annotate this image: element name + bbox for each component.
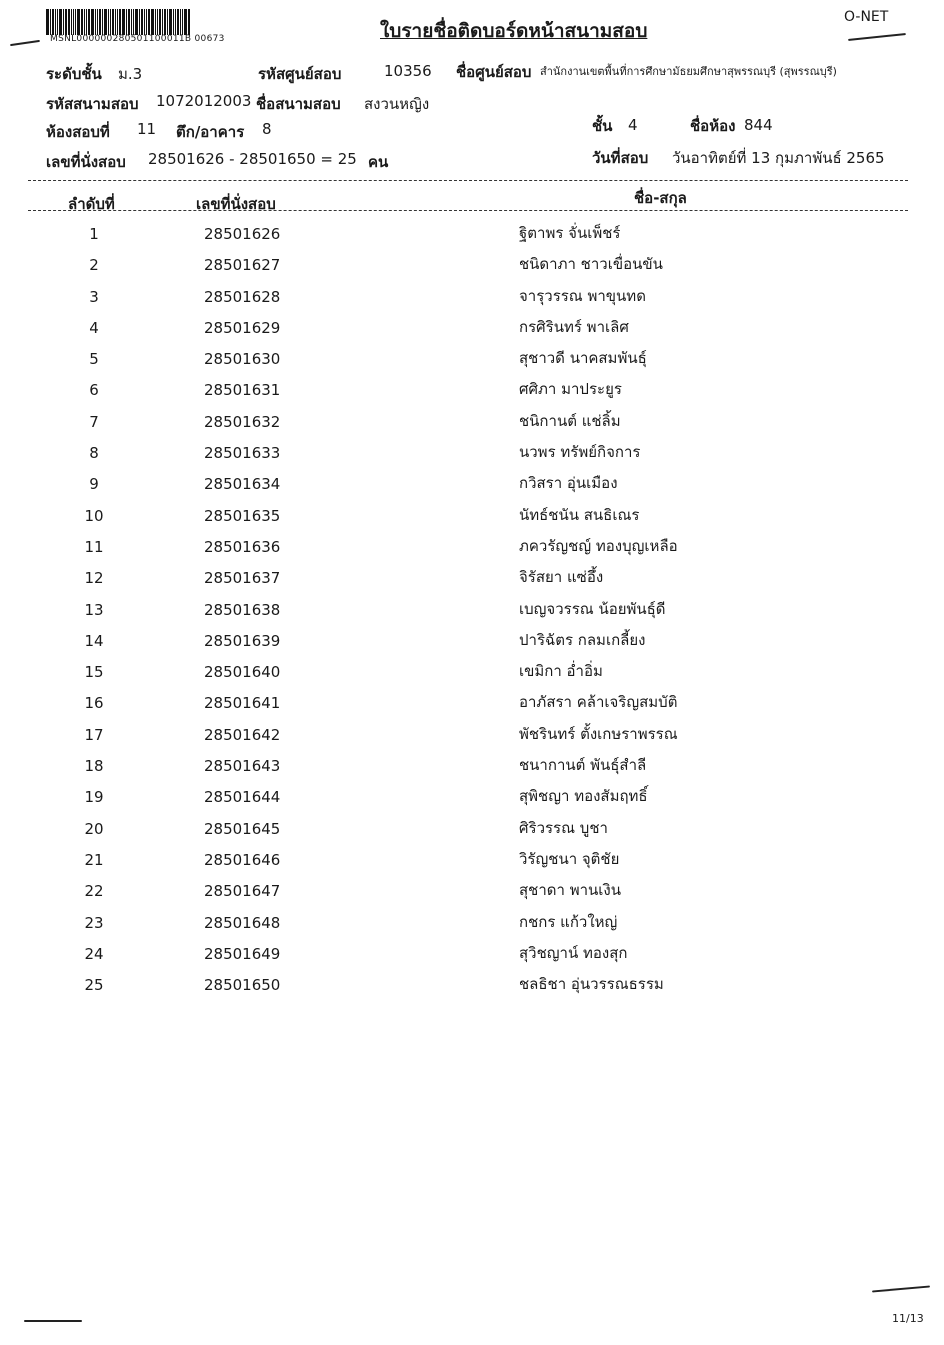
- row-number: 25: [84, 976, 104, 995]
- floor-value: 4: [628, 116, 638, 134]
- table-row: [0, 847, 944, 878]
- row-seat-number: 28501626: [204, 225, 281, 243]
- row-seat-number: 28501636: [204, 537, 281, 556]
- site-code-label: รหัสสนามสอบ: [46, 95, 139, 113]
- level-label: ระดับชั้น: [46, 65, 102, 83]
- scan-mark-bottom-left: [24, 1320, 82, 1322]
- student-table: [0, 221, 944, 1003]
- page-title: ใบรายชื่อติดบอร์ดหน้าสนามสอบ: [380, 20, 648, 42]
- row-number: 23: [84, 913, 104, 932]
- room-name-value: 844: [744, 116, 773, 134]
- row-student-name: ภควรัญชญ์ ทองบุญเหลือ: [519, 536, 678, 555]
- table-row: [0, 941, 944, 972]
- row-seat-number: 28501650: [204, 976, 281, 995]
- row-number: 19: [84, 788, 104, 807]
- table-row: [0, 753, 944, 784]
- row-student-name: นัทธ์ชนัน สนธิเณร: [519, 505, 640, 524]
- row-number: 5: [89, 350, 99, 369]
- row-seat-number: 28501639: [204, 631, 281, 650]
- seat-count-unit: คน: [368, 153, 389, 171]
- exam-date-value: วันอาทิตย์ที่ 13 กุมภาพันธ์ 2565: [672, 149, 885, 167]
- row-student-name: ศศิภา มาประยูร: [519, 380, 622, 399]
- row-seat-number: 28501649: [204, 944, 281, 963]
- room-label: ห้องสอบที่: [46, 123, 110, 141]
- row-seat-number: 28501643: [204, 757, 281, 776]
- row-number: 4: [89, 318, 99, 337]
- row-number: 15: [84, 663, 104, 682]
- row-student-name: กวิสรา อุ่นเมือง: [519, 474, 618, 493]
- barcode: [46, 9, 238, 35]
- building-value: 8: [262, 120, 272, 138]
- row-seat-number: 28501640: [204, 663, 281, 682]
- row-student-name: จิรัสยา แซ่อึ้ง: [519, 568, 604, 587]
- row-student-name: ปาริฉัตร กลมเกลี้ยง: [519, 630, 646, 649]
- table-row: [0, 722, 944, 753]
- row-seat-number: 28501634: [204, 475, 281, 494]
- row-student-name: ชนากานต์ พันธุ์สำลี: [519, 756, 647, 775]
- table-row: [0, 534, 944, 565]
- row-student-name: ชนิกานต์ แช่ลิ้ม: [519, 411, 621, 430]
- row-seat-number: 28501646: [204, 850, 281, 869]
- exam-type: O-NET: [844, 9, 889, 25]
- table-row: [0, 503, 944, 534]
- page-number: 11/13: [892, 1312, 924, 1325]
- row-number: 18: [84, 757, 104, 776]
- row-number: 12: [84, 569, 104, 588]
- row-seat-number: 28501631: [204, 381, 281, 400]
- table-row: [0, 346, 944, 377]
- row-seat-number: 28501630: [204, 350, 281, 369]
- row-student-name: นวพร ทรัพย์กิจการ: [519, 443, 641, 462]
- row-student-name: ชนิดาภา ชาวเขื่อนขัน: [519, 255, 663, 274]
- row-number: 1: [89, 225, 99, 243]
- level-value: ม.3: [118, 65, 143, 83]
- row-number: 10: [84, 506, 104, 525]
- row-seat-number: 28501648: [204, 913, 281, 932]
- table-row: [0, 221, 944, 252]
- table-row: [0, 409, 944, 440]
- row-seat-number: 28501635: [204, 506, 281, 525]
- row-number: 8: [89, 444, 99, 463]
- center-code-value: 10356: [384, 62, 432, 80]
- row-student-name: อาภัสรา คล้าเจริญสมบัติ: [519, 693, 678, 712]
- column-header-name: ชื่อ-สกุล: [634, 189, 687, 207]
- center-name-value: สำนักงานเขตพื้นที่การศึกษามัธยมศึกษาสุพรรณบุรี (สุพรรณบุรี): [540, 65, 837, 78]
- site-name-label: ชื่อสนามสอบ: [256, 95, 341, 113]
- row-number: 3: [89, 287, 99, 306]
- row-student-name: สุชาดา พานเงิน: [519, 881, 621, 900]
- center-name-label: ชื่อศูนย์สอบ: [456, 63, 532, 81]
- row-number: 6: [89, 381, 99, 400]
- row-seat-number: 28501641: [204, 694, 281, 713]
- row-number: 14: [84, 631, 104, 650]
- row-number: 22: [84, 882, 104, 901]
- table-row: [0, 565, 944, 596]
- table-row: [0, 910, 944, 941]
- room-value: 11: [137, 120, 157, 138]
- center-code-label: รหัสศูนย์สอบ: [258, 65, 342, 83]
- row-seat-number: 28501637: [204, 569, 281, 588]
- scan-mark-top-right: [848, 33, 906, 41]
- row-seat-number: 28501627: [204, 256, 281, 275]
- exam-date-label: วันที่สอบ: [592, 149, 649, 167]
- row-student-name: วิรัญชนา จุติชัย: [519, 849, 620, 868]
- site-code-value: 1072012003: [156, 92, 252, 110]
- row-seat-number: 28501644: [204, 788, 281, 807]
- row-seat-number: 28501645: [204, 819, 281, 838]
- table-row: [0, 440, 944, 471]
- row-number: 13: [84, 600, 104, 619]
- row-number: 24: [84, 944, 104, 963]
- table-row: [0, 816, 944, 847]
- row-number: 11: [84, 537, 104, 556]
- building-label: ตึก/อาคาร: [176, 123, 245, 141]
- divider-top: [28, 180, 908, 181]
- row-number: 9: [89, 475, 99, 494]
- row-student-name: เขมิกา อ่ำอิ่ม: [519, 662, 603, 681]
- table-row: [0, 471, 944, 502]
- row-number: 16: [84, 694, 104, 713]
- row-number: 17: [84, 725, 104, 744]
- row-student-name: ฐิตาพร จั่นเพ็ชร์: [519, 224, 621, 242]
- table-row: [0, 659, 944, 690]
- table-row: [0, 690, 944, 721]
- row-seat-number: 28501632: [204, 412, 281, 431]
- row-number: 21: [84, 850, 104, 869]
- seat-range-value: 28501626 - 28501650 = 25: [148, 150, 357, 168]
- site-name-value: สงวนหญิง: [364, 95, 430, 113]
- column-header-seat: เลขที่นั่งสอบ: [196, 195, 276, 213]
- row-student-name: เบญจวรรณ น้อยพันธุ์ดี: [519, 599, 666, 618]
- table-row: [0, 252, 944, 283]
- scan-mark-top-left: [10, 40, 40, 46]
- table-row: [0, 972, 944, 1003]
- table-row: [0, 628, 944, 659]
- row-seat-number: 28501633: [204, 444, 281, 463]
- row-student-name: ชลธิชา อุ่นวรรณธรรม: [519, 975, 664, 994]
- table-row: [0, 784, 944, 815]
- row-seat-number: 28501629: [204, 318, 281, 337]
- row-number: 2: [89, 256, 99, 275]
- floor-label: ชั้น: [592, 117, 613, 135]
- table-row: [0, 315, 944, 346]
- row-student-name: สุวิชญาน์ ทองสุก: [519, 943, 628, 962]
- row-seat-number: 28501642: [204, 725, 281, 744]
- scan-mark-bottom-right: [872, 1285, 930, 1292]
- table-row: [0, 284, 944, 315]
- row-number: 20: [84, 819, 104, 838]
- table-row: [0, 597, 944, 628]
- row-student-name: จารุวรรณ พาขุนทด: [519, 286, 646, 305]
- row-student-name: สุพิชญา ทองสัมฤทธิ์: [519, 787, 648, 806]
- row-seat-number: 28501628: [204, 287, 281, 306]
- row-number: 7: [89, 412, 99, 431]
- row-seat-number: 28501647: [204, 882, 281, 901]
- row-student-name: กชกร แก้วใหญ่: [519, 912, 618, 931]
- seat-range-label: เลขที่นั่งสอบ: [46, 153, 126, 171]
- row-seat-number: 28501638: [204, 600, 281, 619]
- divider-bottom: [28, 210, 908, 211]
- row-student-name: สุชาวดี นาคสมพันธุ์: [519, 349, 647, 368]
- row-student-name: พัชรินทร์ ตั้งเกษราพรรณ: [519, 724, 678, 743]
- table-row: [0, 878, 944, 909]
- table-row: [0, 377, 944, 408]
- room-name-label: ชื่อห้อง: [690, 117, 736, 135]
- row-student-name: กรศิรินทร์ พาเลิศ: [519, 317, 629, 336]
- column-header-no: ลำดับที่: [68, 195, 115, 213]
- barcode-text: MSNL000000280501100011B 00673: [50, 34, 225, 44]
- row-student-name: ศิริวรรณ บูชา: [519, 818, 608, 837]
